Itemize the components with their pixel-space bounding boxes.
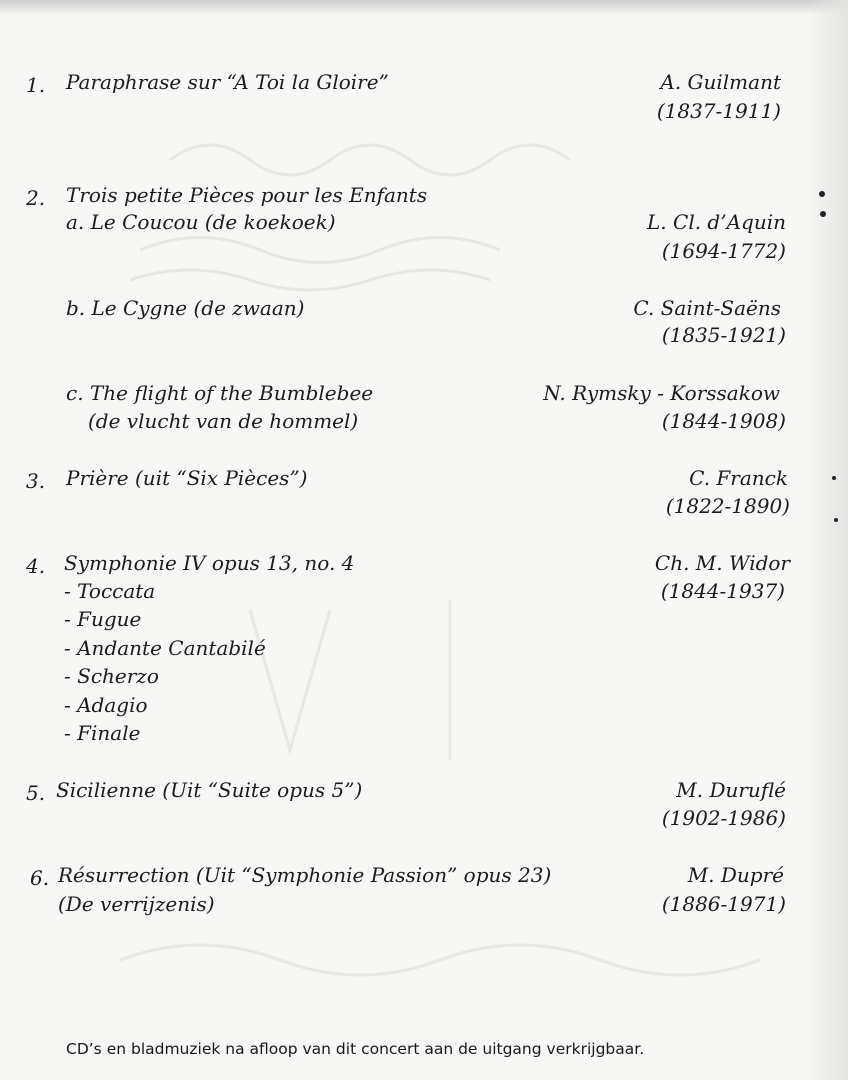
item-3-years: (1822-1890): [665, 494, 790, 518]
item-2b-composer: C. Saint-Saëns: [633, 296, 781, 320]
item-2c-title: c. The flight of the Bumblebee: [66, 381, 374, 405]
item-2c-composer: N. Rymsky - Korssakow: [543, 381, 780, 405]
item-3-number: 3.: [26, 469, 46, 493]
item-2c-years: (1844-1908): [661, 409, 786, 433]
item-4-number: 4.: [26, 554, 46, 578]
item-2-number: 2.: [26, 186, 46, 210]
item-5-title: Sicilienne (Uit “Suite opus 5”): [56, 778, 363, 802]
item-3-title: Prière (uit “Six Pièces”): [66, 466, 308, 490]
item-6-title: Résurrection (Uit “Symphonie Passion” opus 23): [58, 863, 552, 887]
movement-item: - Andante Cantabilé: [64, 636, 266, 660]
item-4-composer: Ch. M. Widor: [654, 551, 790, 575]
movement-item: - Toccata: [64, 579, 156, 603]
movement-item: - Finale: [64, 721, 141, 745]
item-5-composer: M. Duruflé: [676, 778, 786, 802]
item-1-number: 1.: [26, 73, 46, 97]
item-1-years: (1837-1911): [656, 99, 781, 123]
item-2-title: Trois petite Pièces pour les Enfants: [66, 183, 428, 207]
item-3-composer: C. Franck: [689, 466, 788, 490]
item-2a-composer: L. Cl. d’Aquin: [647, 210, 786, 234]
item-4-years: (1844-1937): [660, 579, 785, 603]
item-2c-subtitle: (de vlucht van de hommel): [88, 409, 359, 433]
movement-item: - Fugue: [64, 607, 142, 631]
movement-item: - Adagio: [64, 693, 148, 717]
movement-item: - Scherzo: [64, 664, 159, 688]
item-5-number: 5.: [26, 781, 46, 805]
scan-right-edge: [808, 0, 848, 1080]
item-6-number: 6.: [30, 866, 50, 890]
item-4-title: Symphonie IV opus 13, no. 4: [64, 551, 355, 575]
item-6-subtitle: (De verrijzenis): [58, 892, 215, 916]
item-6-composer: M. Dupré: [687, 863, 784, 887]
item-1-title: Paraphrase sur “A Toi la Gloire”: [66, 70, 389, 94]
scan-top-edge: [0, 0, 848, 14]
item-2a-title: a. Le Coucou (de koekoek): [66, 210, 336, 234]
item-5-years: (1902-1986): [661, 806, 786, 830]
item-6-years: (1886-1971): [661, 892, 786, 916]
item-2a-years: (1694-1772): [661, 239, 786, 263]
footer-note: CD’s en bladmuziek na afloop van dit concert aan de uitgang verkrijgbaar.: [66, 1040, 645, 1058]
item-1-composer: A. Guilmant: [660, 70, 781, 94]
item-2b-title: b. Le Cygne (de zwaan): [66, 296, 305, 320]
item-2b-years: (1835-1921): [661, 323, 786, 347]
